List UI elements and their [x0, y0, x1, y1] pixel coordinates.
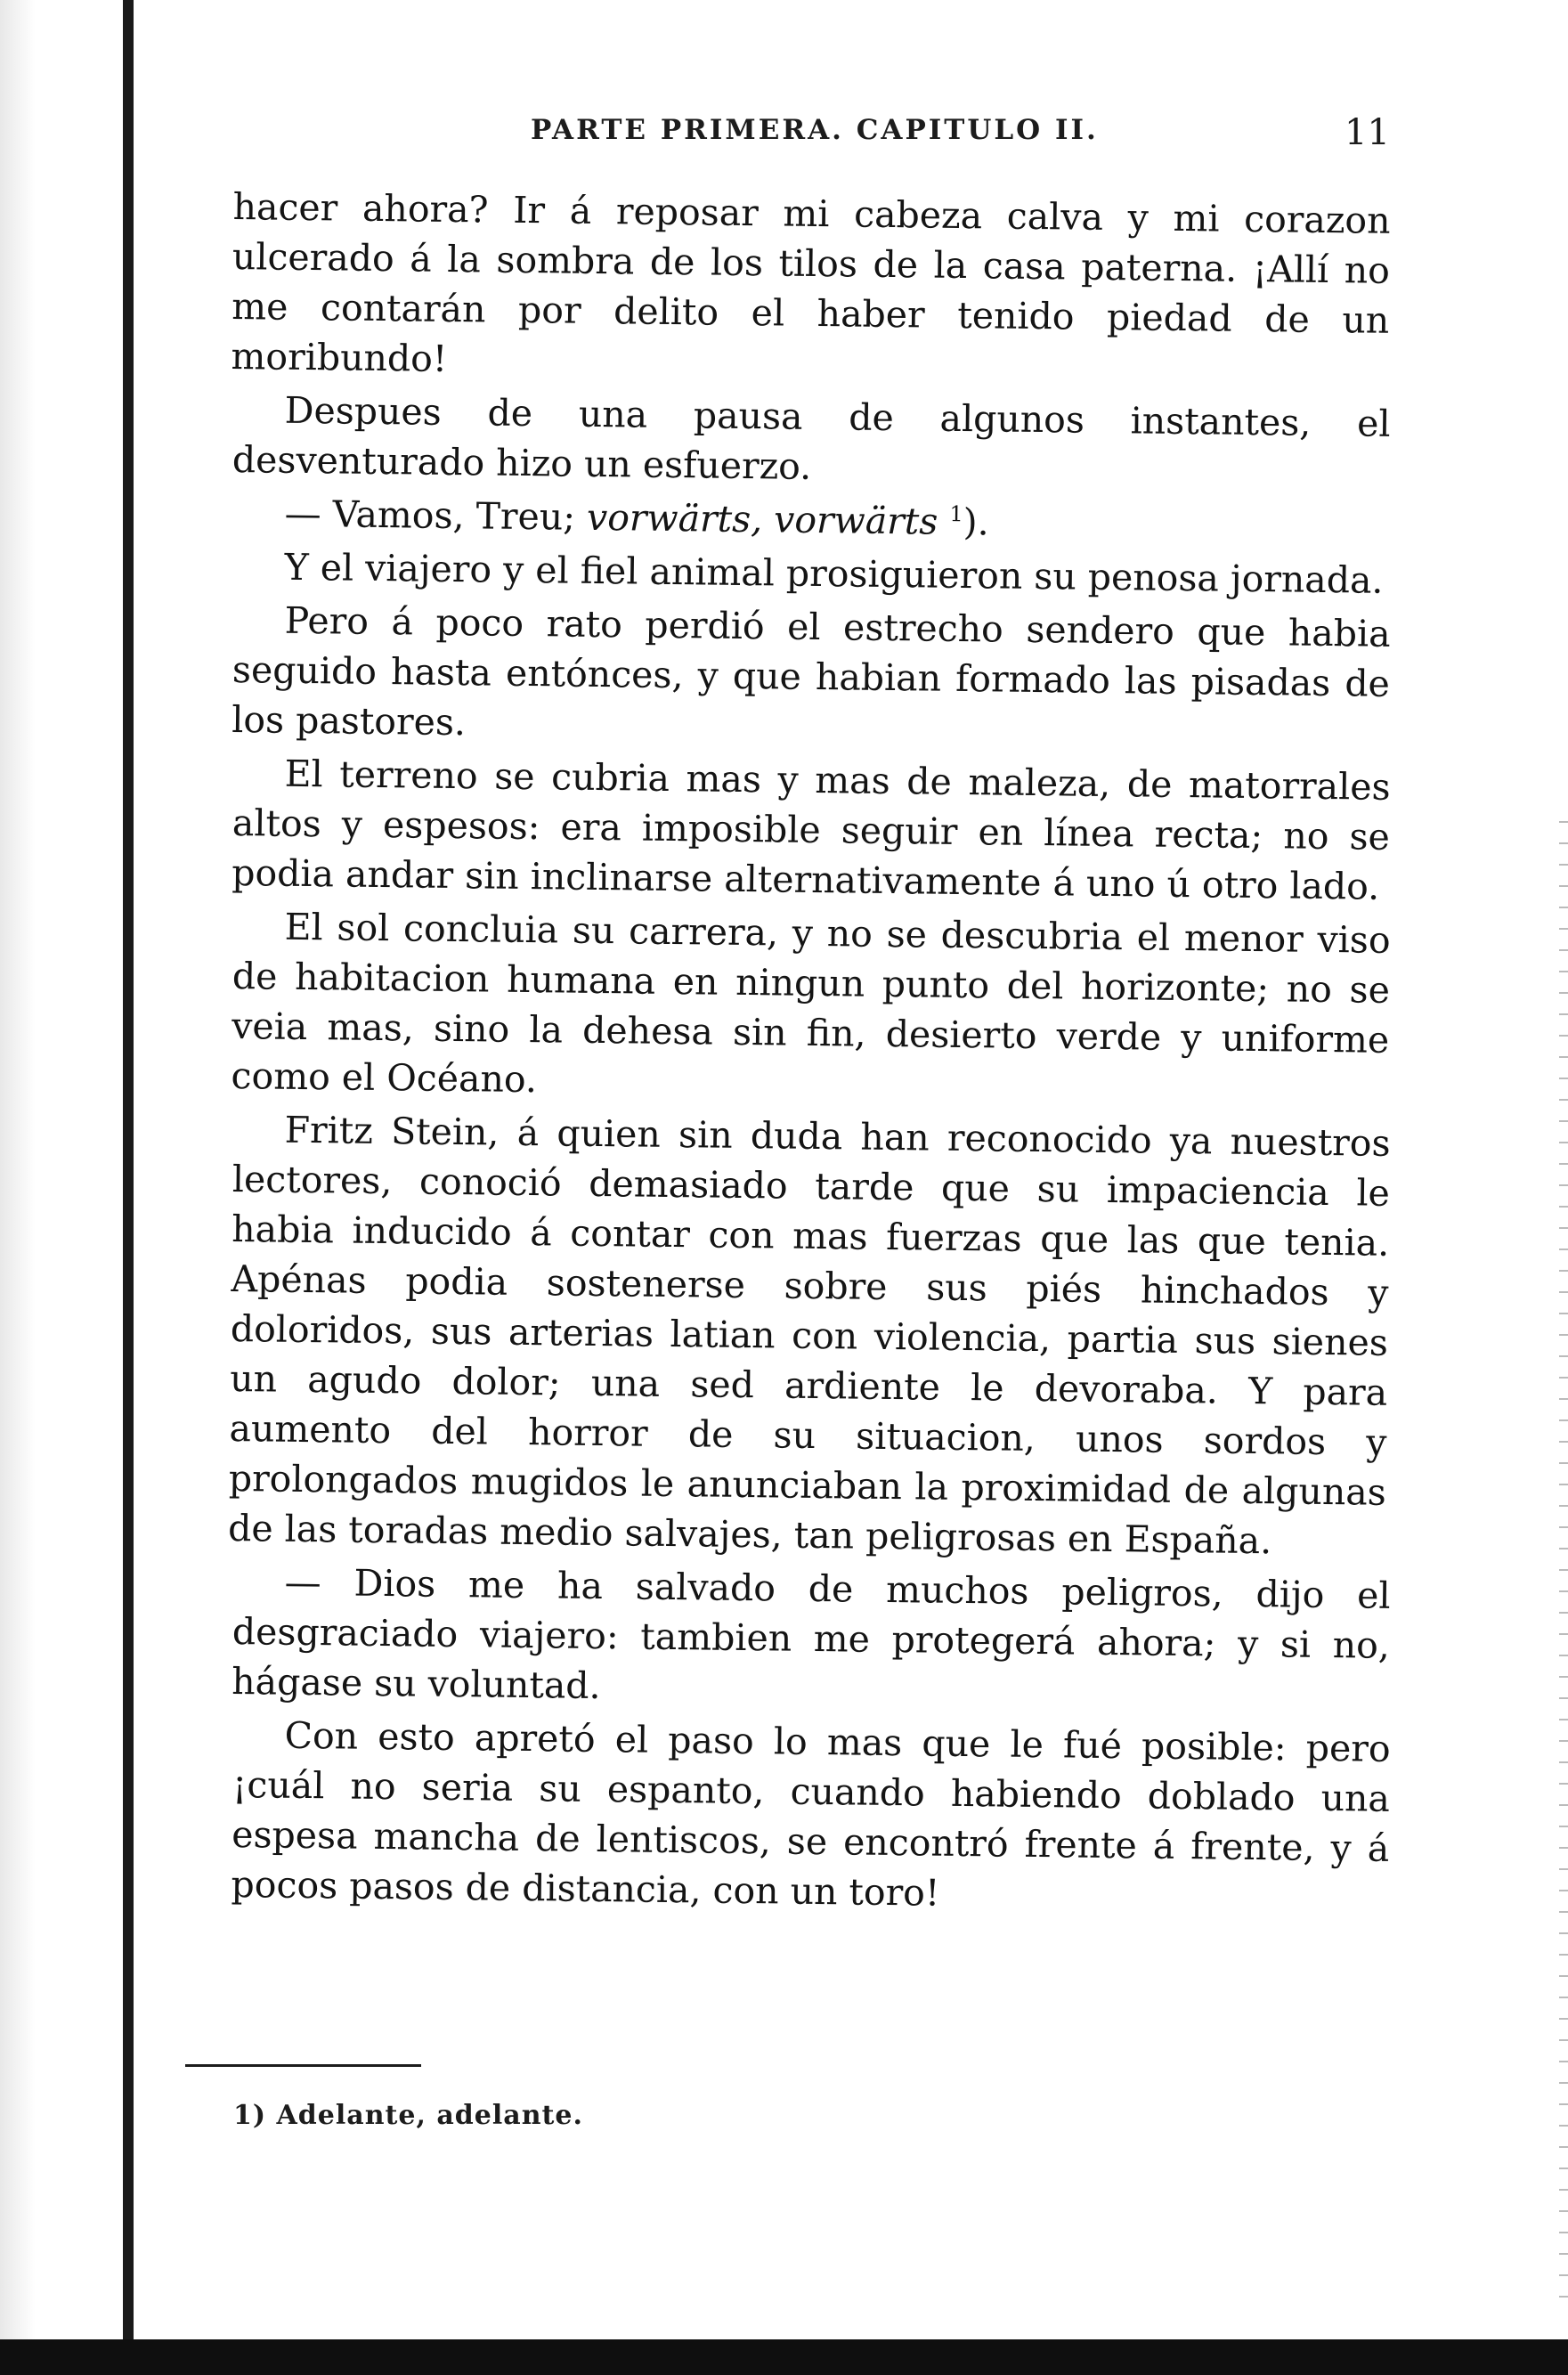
footnote-reference: 1 — [949, 501, 963, 527]
scan-specks — [1559, 801, 1568, 2315]
footnote-marker: 1) — [233, 2100, 267, 2131]
dialogue-end: ). — [963, 500, 989, 544]
scan-bottom-edge — [0, 2339, 1568, 2375]
paragraph-2: Despues de una pausa de algunos instantes, el desventurado hizo un esfuerzo. — [232, 388, 1391, 488]
paragraph-8: Fritz Stein, á quien sin duda han reconocido ya nuestros lectores, conoció demasiado tarde que su impaciencia le habia inducido á contar con mas fuerzas que las que tenia. Apénas podia sostenerse sobre sus piés hinchados y doloridos, sus arterias latian con violencia, partia sus sienes un agudo dolor; una sed ardiente le devoraba. Y para aumento del horror de su situacion, unos sordos y prolongados mugidos le anunciaban la proximidad de algunas de las toradas medio salvajes, tan peligrosas en España. — [227, 1108, 1391, 1563]
paragraph-5: Pero á poco rato perdió el estrecho sendero que habia seguido hasta entónces, y que habian formado las pisadas de los pastores. — [231, 598, 1391, 744]
binding-shadow — [0, 0, 36, 2375]
paragraph-6: El terreno se cubria mas y mas de maleza, de matorrales altos y espesos: era imposible seguir en línea recta; no se podia andar sin inclinarse alternativamente á uno ú otro lado. — [231, 752, 1391, 908]
footnote — [233, 2100, 583, 2131]
paragraph-10: Con esto apretó el paso lo mas que le fué posible: pero ¡cuál no seria su espanto, cuando habiendo doblado una espesa mancha de lentiscos, se encontró frente á frente, y á pocos pasos de distancia, con un toro! — [231, 1713, 1391, 1915]
paragraph-9: — Dios me ha salvado de muchos peligros, dijo el desgraciado viajero: tambien me protegerá ahora; y si no, hágase su voluntad. — [231, 1560, 1391, 1708]
paragraph-3 — [232, 488, 1391, 552]
paragraph-1: hacer ahora? Ir á reposar mi cabeza calva y mi corazon ulcerado á la sombra de los tilos de la casa paterna. ¡Allí no me contarán por delito el haber tenido piedad de un moribundo! — [231, 184, 1391, 380]
paragraph-7: El sol concluia su carrera, y no se descubria el menor viso de habitacion humana en ningun punto del horizonte; no se veia mas, sino la dehesa sin fin, desierto verde y uniforme como el Océano. — [231, 905, 1391, 1102]
footnote-text: Adelante, adelante. — [276, 2100, 583, 2131]
footnote-rule — [185, 2064, 421, 2067]
german-phrase: vorwärts, vorwärts — [586, 495, 938, 543]
binding-edge — [123, 0, 134, 2375]
body-text — [227, 182, 1391, 1915]
paragraph-4: Y el viajero y el fiel animal prosiguieron su penosa jornada. — [284, 545, 1384, 602]
running-head: PARTE PRIMERA. CAPITULO II. — [531, 114, 1099, 146]
dialogue-text: — Vamos, Treu; — [284, 492, 588, 539]
page-number: 11 — [1345, 112, 1390, 153]
